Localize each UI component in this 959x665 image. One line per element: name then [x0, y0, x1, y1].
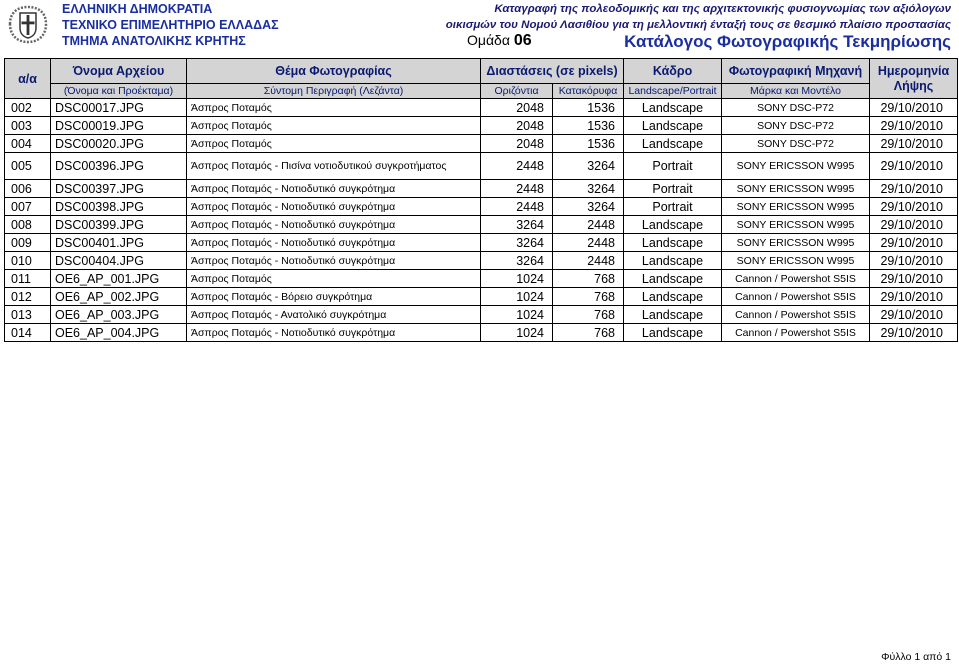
cell-date: 29/10/2010 [870, 216, 958, 234]
table-row [5, 270, 958, 288]
table-row [5, 99, 958, 117]
cell-filename: DSC00404.JPG [51, 252, 187, 270]
cell-date: 29/10/2010 [870, 153, 958, 180]
cell-height-px: 768 [553, 270, 624, 288]
cell-number: 003 [5, 117, 51, 135]
cell-description: Άσπρος Ποταμός [187, 135, 481, 153]
cell-number: 009 [5, 234, 51, 252]
group-label [467, 32, 532, 50]
cell-description: Άσπρος Ποταμός - Ανατολικό συγκρότημα [187, 306, 481, 324]
cell-date: 29/10/2010 [870, 270, 958, 288]
cell-filename: DSC00398.JPG [51, 198, 187, 216]
cell-height-px: 768 [553, 288, 624, 306]
col-subheader-subject: Σύντομη Περιγραφή (Λεζάντα) [187, 84, 481, 99]
issuer-line: ΤΕΧΝΙΚΟ ΕΠΙΜΕΛΗΤΗΡΙΟ ΕΛΛΑΔΑΣ [62, 18, 279, 32]
table-row [5, 135, 958, 153]
col-header-num: α/α [5, 59, 51, 99]
cell-height-px: 3264 [553, 198, 624, 216]
cell-date: 29/10/2010 [870, 306, 958, 324]
col-subheader-height: Κατακόρυφα [553, 84, 624, 99]
cell-height-px: 768 [553, 324, 624, 342]
cell-number: 014 [5, 324, 51, 342]
cell-width-px: 2448 [481, 153, 553, 180]
cell-description: Άσπρος Ποταμός - Πισίνα νοτιοδυτικού συγκροτήματος [187, 153, 481, 180]
issuer-line: ΤΜΗΜΑ ΑΝΑΤΟΛΙΚΗΣ ΚΡΗΤΗΣ [62, 34, 246, 48]
cell-camera: SONY ERICSSON W995 [722, 180, 870, 198]
cell-filename: OE6_AP_002.JPG [51, 288, 187, 306]
cell-width-px: 2048 [481, 99, 553, 117]
cell-height-px: 768 [553, 306, 624, 324]
cell-camera: Cannon / Powershot S5IS [722, 306, 870, 324]
cell-height-px: 3264 [553, 153, 624, 180]
col-header-dims: Διαστάσεις (σε pixels) [481, 59, 624, 84]
photo-catalog-table [4, 58, 958, 342]
col-subheader-camera: Μάρκα και Μοντέλο [722, 84, 870, 99]
issuer-line: ΕΛΛΗΝΙΚΗ ΔΗΜΟΚΡΑΤΙΑ [62, 2, 213, 16]
col-subheader-width: Οριζόντια [481, 84, 553, 99]
cell-filename: DSC00401.JPG [51, 234, 187, 252]
cell-date: 29/10/2010 [870, 180, 958, 198]
table-row [5, 216, 958, 234]
col-header-date: Ημερομηνία Λήψης [870, 59, 958, 99]
cell-date: 29/10/2010 [870, 198, 958, 216]
cell-description: Άσπρος Ποταμός [187, 99, 481, 117]
project-subtitle-line: οικισμών του Νομού Λασιθίου για τη μελλοντική ένταξή τους σε θεσμικό πλαίσιο προστασίας [445, 19, 951, 31]
cell-description: Άσπρος Ποταμός - Βόρειο συγκρότημα [187, 288, 481, 306]
cell-frame: Portrait [624, 153, 722, 180]
table-row [5, 234, 958, 252]
group-number: 06 [513, 32, 532, 49]
cell-camera: SONY ERICSSON W995 [722, 198, 870, 216]
cell-filename: DSC00399.JPG [51, 216, 187, 234]
cell-number: 005 [5, 153, 51, 180]
cell-number: 008 [5, 216, 51, 234]
cell-frame: Landscape [624, 234, 722, 252]
cell-frame: Landscape [624, 135, 722, 153]
cell-date: 29/10/2010 [870, 234, 958, 252]
cell-height-px: 2448 [553, 234, 624, 252]
cell-camera: SONY ERICSSON W995 [722, 153, 870, 180]
col-subheader-frame: Landscape/Portrait [624, 84, 722, 99]
table-row [5, 252, 958, 270]
cell-height-px: 1536 [553, 135, 624, 153]
cell-height-px: 1536 [553, 117, 624, 135]
table-row [5, 180, 958, 198]
cell-description: Άσπρος Ποταμός - Νοτιοδυτικό συγκρότημα [187, 324, 481, 342]
cell-width-px: 1024 [481, 324, 553, 342]
cell-camera: Cannon / Powershot S5IS [722, 288, 870, 306]
cell-number: 004 [5, 135, 51, 153]
cell-description: Άσπρος Ποταμός - Νοτιοδυτικό συγκρότημα [187, 216, 481, 234]
cell-filename: DSC00019.JPG [51, 117, 187, 135]
group-label-text: Ομάδα [467, 32, 510, 48]
cell-date: 29/10/2010 [870, 117, 958, 135]
table-row [5, 117, 958, 135]
cell-height-px: 3264 [553, 180, 624, 198]
cell-frame: Portrait [624, 198, 722, 216]
cell-date: 29/10/2010 [870, 252, 958, 270]
cell-number: 002 [5, 99, 51, 117]
cell-width-px: 2448 [481, 180, 553, 198]
cell-width-px: 3264 [481, 216, 553, 234]
project-subtitle [446, 1, 951, 33]
cell-width-px: 1024 [481, 288, 553, 306]
issuer-block [62, 1, 279, 49]
cell-frame: Landscape [624, 117, 722, 135]
cell-filename: OE6_AP_001.JPG [51, 270, 187, 288]
cell-width-px: 3264 [481, 234, 553, 252]
cell-number: 013 [5, 306, 51, 324]
cell-date: 29/10/2010 [870, 99, 958, 117]
cell-width-px: 2448 [481, 198, 553, 216]
table-row [5, 153, 958, 180]
cell-description: Άσπρος Ποταμός [187, 270, 481, 288]
cell-description: Άσπρος Ποταμός - Νοτιοδυτικό συγκρότημα [187, 252, 481, 270]
cell-filename: DSC00396.JPG [51, 153, 187, 180]
document-title: Κατάλογος Φωτογραφικής Τεκμηρίωσης [624, 32, 951, 51]
table-row [5, 288, 958, 306]
col-header-file: Όνομα Αρχείου [51, 59, 187, 84]
table-body [5, 99, 958, 342]
cell-number: 010 [5, 252, 51, 270]
col-subheader-file: (Όνομα και Προέκταμα) [51, 84, 187, 99]
project-subtitle-line: Καταγραφή της πολεοδομικής και της αρχιτεκτονικής φυσιογνωμίας των αξιόλογων [494, 3, 951, 15]
cell-filename: OE6_AP_004.JPG [51, 324, 187, 342]
cell-height-px: 2448 [553, 216, 624, 234]
cell-frame: Landscape [624, 270, 722, 288]
col-header-frame: Κάδρο [624, 59, 722, 84]
cell-date: 29/10/2010 [870, 288, 958, 306]
cell-date: 29/10/2010 [870, 324, 958, 342]
cell-width-px: 1024 [481, 270, 553, 288]
cell-camera: SONY DSC-P72 [722, 117, 870, 135]
cell-frame: Landscape [624, 324, 722, 342]
cell-description: Άσπρος Ποταμός - Νοτιοδυτικό συγκρότημα [187, 234, 481, 252]
cell-width-px: 2048 [481, 117, 553, 135]
cell-frame: Landscape [624, 216, 722, 234]
cell-camera: Cannon / Powershot S5IS [722, 270, 870, 288]
cell-number: 011 [5, 270, 51, 288]
cell-height-px: 2448 [553, 252, 624, 270]
cell-frame: Landscape [624, 288, 722, 306]
cell-filename: DSC00020.JPG [51, 135, 187, 153]
table-row [5, 198, 958, 216]
cell-camera: SONY ERICSSON W995 [722, 234, 870, 252]
cell-camera: SONY DSC-P72 [722, 99, 870, 117]
cell-description: Άσπρος Ποταμός - Νοτιοδυτικό συγκρότημα [187, 180, 481, 198]
table-row [5, 306, 958, 324]
col-header-camera: Φωτογραφική Μηχανή [722, 59, 870, 84]
cell-filename: DSC00397.JPG [51, 180, 187, 198]
cell-camera: SONY ERICSSON W995 [722, 252, 870, 270]
cell-camera: SONY ERICSSON W995 [722, 216, 870, 234]
cell-number: 006 [5, 180, 51, 198]
table-header [5, 59, 958, 99]
cell-height-px: 1536 [553, 99, 624, 117]
cell-description: Άσπρος Ποταμός [187, 117, 481, 135]
cell-date: 29/10/2010 [870, 135, 958, 153]
cell-camera: Cannon / Powershot S5IS [722, 324, 870, 342]
cell-frame: Landscape [624, 252, 722, 270]
cell-width-px: 1024 [481, 306, 553, 324]
cell-width-px: 3264 [481, 252, 553, 270]
table-row [5, 324, 958, 342]
page-indicator: Φύλλο 1 από 1 [881, 651, 951, 663]
cell-filename: DSC00017.JPG [51, 99, 187, 117]
cell-frame: Portrait [624, 180, 722, 198]
greek-coat-of-arms-icon [6, 4, 50, 44]
cell-filename: OE6_AP_003.JPG [51, 306, 187, 324]
cell-frame: Landscape [624, 306, 722, 324]
cell-frame: Landscape [624, 99, 722, 117]
cell-camera: SONY DSC-P72 [722, 135, 870, 153]
cell-number: 012 [5, 288, 51, 306]
cell-number: 007 [5, 198, 51, 216]
cell-width-px: 2048 [481, 135, 553, 153]
col-header-subject: Θέμα Φωτογραφίας [187, 59, 481, 84]
cell-description: Άσπρος Ποταμός - Νοτιοδυτικό συγκρότημα [187, 198, 481, 216]
